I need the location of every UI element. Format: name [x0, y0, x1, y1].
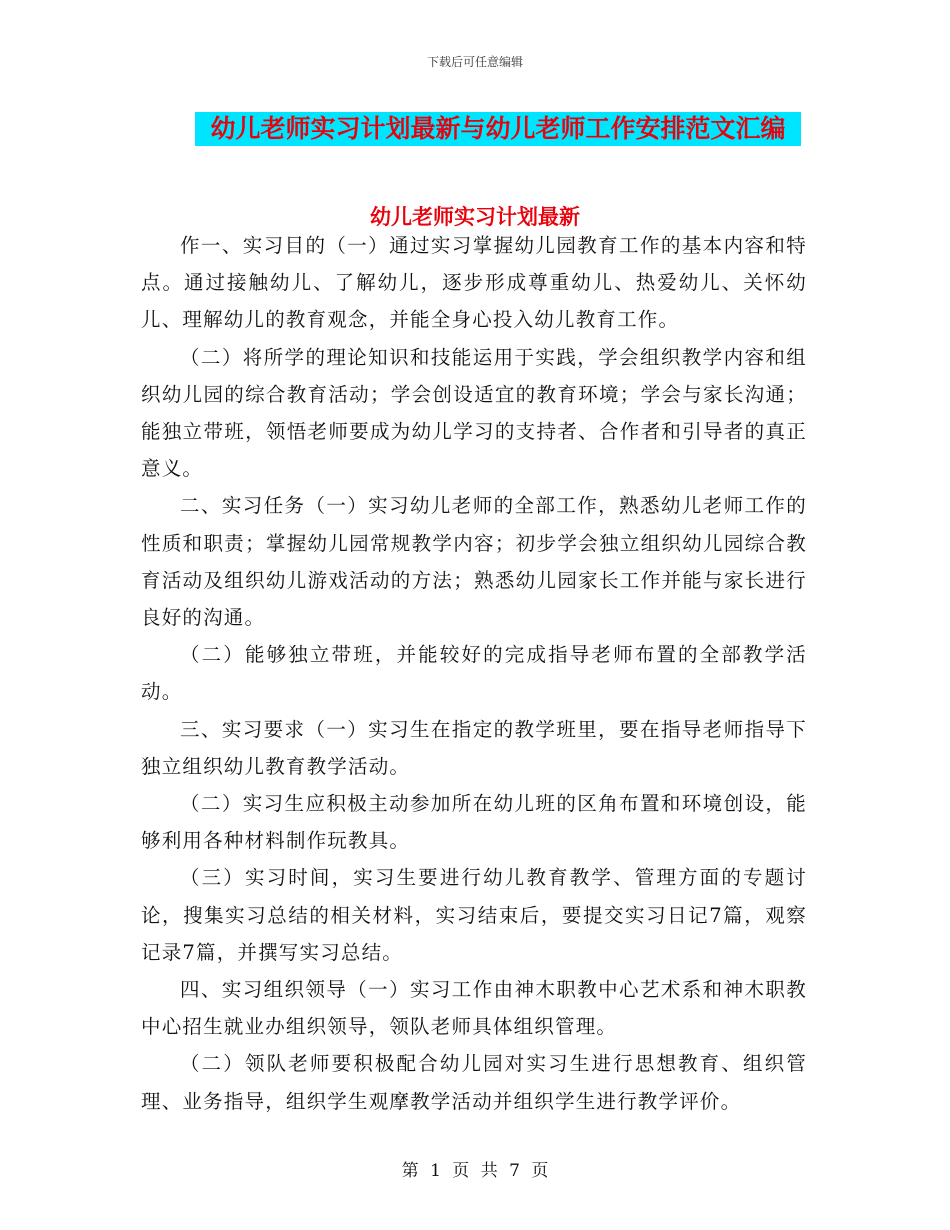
- paragraph: （二）实习生应积极主动参加所在幼儿班的区角布置和环境创设，能够利用各种材料制作玩教具。: [141, 792, 807, 853]
- page-footer: 第 1 页 共 7 页: [401, 1161, 549, 1181]
- document-title: 幼儿老师实习计划最新与幼儿老师工作安排范文汇编: [210, 114, 786, 143]
- paragraph: 四、实习组织领导（一）实习工作由神木职教中心艺术系和神木职教中心招生就业办组织领导，领队老师具体组织管理。: [141, 978, 807, 1039]
- body-text: [141, 227, 807, 1120]
- paragraph: （二）领队老师要积极配合幼儿园对实习生进行思想教育、组织管理、业务指导，组织学生观摩教学活动并组织学生进行教学评价。: [141, 1052, 807, 1113]
- document-title-highlight: [195, 112, 801, 146]
- paragraph: （二）能够独立带班，并能较好的完成指导老师布置的全部教学活动。: [141, 643, 807, 704]
- page-header-note: 下载后可任意编辑: [426, 55, 523, 69]
- paragraph: （三）实习时间，实习生要进行幼儿教育教学、管理方面的专题讨论，搜集实习总结的相关材料，实习结束后，要提交实习日记7篇，观察记录7篇，并撰写实习总结。: [141, 866, 807, 964]
- paragraph: （二）将所学的理论知识和技能运用于实践，学会组织教学内容和组织幼儿园的综合教育活动；学会创设适宜的教育环境；学会与家长沟通；能独立带班，领悟老师要成为幼儿学习的支持者、合作者和引导者的真正意义。: [141, 345, 807, 481]
- paragraph: 作一、实习目的（一）通过实习掌握幼儿园教育工作的基本内容和特点。通过接触幼儿、了解幼儿，逐步形成尊重幼儿、热爱幼儿、关怀幼儿、理解幼儿的教育观念，并能全身心投入幼儿教育工作。: [141, 234, 807, 332]
- section-title: 幼儿老师实习计划最新: [370, 205, 580, 229]
- paragraph: 二、实习任务（一）实习幼儿老师的全部工作，熟悉幼儿老师工作的性质和职责；掌握幼儿园常规教学内容；初步学会独立组织幼儿园综合教育活动及组织幼儿游戏活动的方法；熟悉幼儿园家长工作并能与家长进行良好的沟通。: [141, 494, 807, 630]
- paragraph: 三、实习要求（一）实习生在指定的教学班里，要在指导老师指导下独立组织幼儿教育教学活动。: [141, 717, 807, 778]
